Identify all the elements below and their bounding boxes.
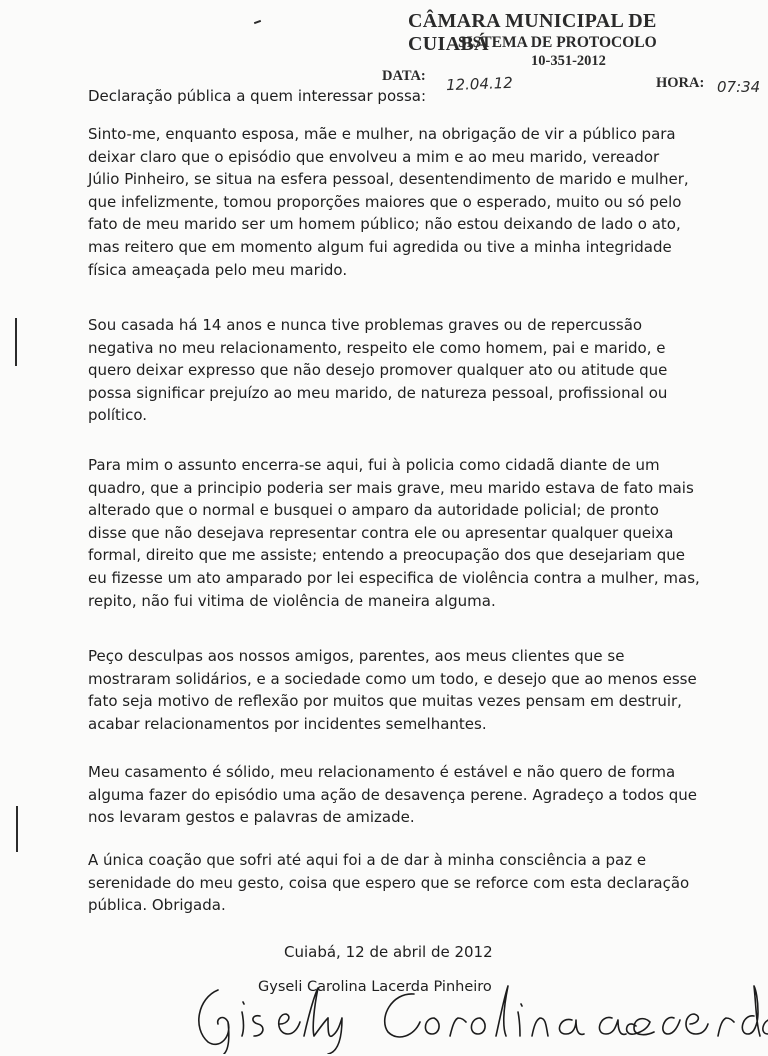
letter-line: político.	[88, 406, 148, 425]
letter-line: Meu casamento é sólido, meu relacionamento é estável e não quero de forma	[88, 763, 676, 781]
letter-line: mostraram solidários, e a sociedade como um todo, e desejo que ao menos esse	[88, 669, 697, 688]
stamp-time-label: HORA:	[656, 75, 705, 91]
letter-line: mas reitero que em momento algum fui agredida ou tive a minha integridade	[88, 237, 672, 256]
letter-line: fato seja motivo de reflexão por muitos que muitas vezes pensam em destruir,	[88, 692, 682, 711]
letter-line: fato de meu marido ser um homem público; não estou deixando de lado o ato,	[88, 215, 681, 234]
stamp-date-label: DATA:	[382, 68, 426, 84]
letter-paragraph	[88, 761, 702, 829]
letter-line: Sinto-me, enquanto esposa, mãe e mulher, na obrigação de vir a público para	[88, 125, 676, 143]
signer-name: Gyseli Carolina Lacerda Pinheiro	[258, 979, 492, 995]
letter-line: Sou casada há 14 anos e nunca tive problemas graves ou de repercussão	[88, 316, 643, 334]
margin-mark	[15, 318, 17, 366]
letter-line: pública. Obrigada.	[88, 896, 226, 915]
letter-paragraph	[88, 314, 702, 427]
letter-line: disse que não desejava representar contra ele ou apresentar qualquer queixa	[88, 523, 674, 542]
letter-line: serenidade do meu gesto, coisa que espero que se reforce com esta declaração	[88, 873, 690, 892]
letter-paragraph	[88, 849, 702, 917]
protocol-number: 10-351-2012	[531, 53, 606, 69]
stamp-time-value: 07:34	[717, 78, 761, 96]
letter-line: deixar claro que o episódio que envolveu a mim e ao meu marido, vereador	[88, 147, 660, 166]
letter-paragraph	[88, 645, 702, 735]
letter-paragraph	[88, 454, 702, 612]
letter-paragraph	[88, 123, 702, 281]
letter-line: quero deixar expresso que não desejo promover qualquer ato ou atitude que	[88, 361, 668, 380]
letter-line: repito, não fui vitima de violência de maneira alguma.	[88, 591, 496, 610]
letter-line: eu fizesse um ato amparado por lei especifica de violência contra a mulher, mas,	[88, 568, 700, 587]
letter-line: quadro, que a principio poderia ser mais grave, meu marido estava de fato mais	[88, 478, 694, 497]
letter-line: física ameaçada pelo meu marido.	[88, 260, 348, 279]
letter-greeting: Declaração pública a quem interessar possa:	[88, 87, 426, 105]
stamp-date-value: 12.04.12	[445, 73, 514, 95]
margin-mark	[16, 806, 18, 852]
stamp-title: CÂMARA MUNICIPAL DE CUIABÁ	[408, 10, 657, 55]
letter-line: formal, direito que me assiste; entendo a preocupação dos que desejariam que	[88, 546, 686, 565]
place-date: Cuiabá, 12 de abril de 2012	[284, 943, 493, 961]
letter-line: possa significar prejuízo ao meu marido, de natureza pessoal, profissional ou	[88, 383, 668, 402]
letter-line: negativa no meu relacionamento, respeito ele como homem, pai e marido, e	[88, 338, 666, 357]
letter-line: acabar relacionamentos por incidentes semelhantes.	[88, 714, 487, 733]
letter-line: alguma fazer do episódio uma ação de desavença perene. Agradeço a todos que	[88, 785, 697, 804]
scan-mark	[254, 20, 261, 24]
letter-line: que infelizmente, tomou proporções maiores que o esperado, muito ou só pelo	[88, 192, 682, 211]
letter-line: Peço desculpas aos nossos amigos, parentes, aos meus clientes que se	[88, 647, 625, 665]
letter-line: A única coação que sofri até aqui foi a de dar à minha consciência a paz e	[88, 851, 647, 869]
letter-line: Para mim o assunto encerra-se aqui, fui à policia como cidadã diante de um	[88, 456, 660, 474]
handwritten-signature	[188, 978, 768, 1054]
letter-line: Júlio Pinheiro, se situa na esfera pessoal, desentendimento de marido e mulher,	[88, 170, 689, 189]
letter-line: alterado que o normal e busquei o amparo da autoridade policial; de pronto	[88, 501, 659, 520]
stamp-subtitle: SISTEMA DE PROTOCOLO	[458, 34, 657, 51]
letter-line: nos levaram gestos e palavras de amizade.	[88, 808, 415, 827]
